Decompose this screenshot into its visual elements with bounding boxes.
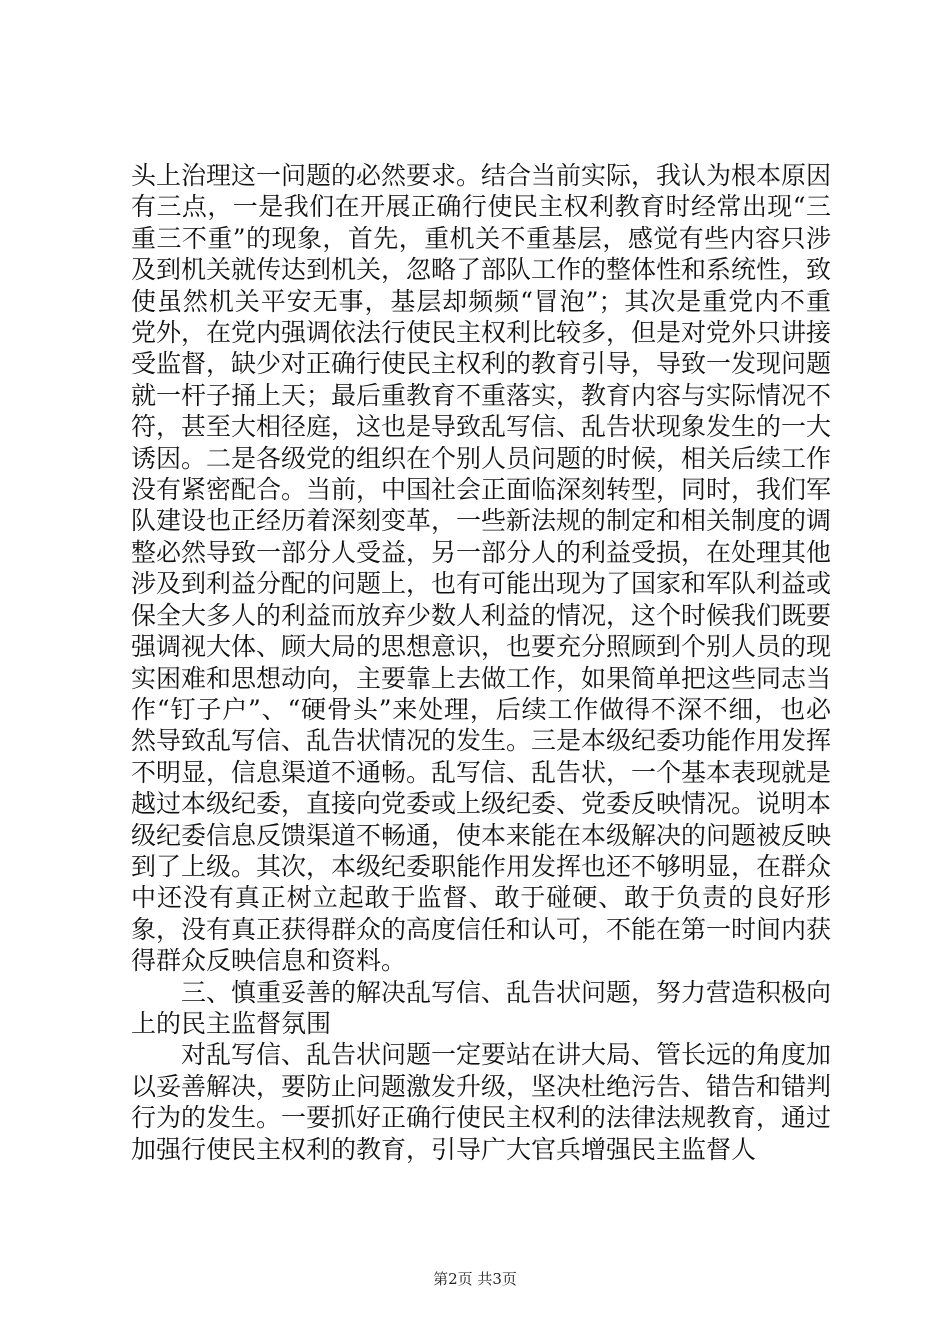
paragraph-continuation: 头上治理这一问题的必然要求。结合当前实际，我认为根本原因有三点，一是我们在开展正确行使民主权利教育时经常出现“三重三不重”的现象，首先，重机关不重基层，感觉有些内容只涉及到机关就传达到机关，忽略了部队工作的整体性和系统性，致使虽然机关平安无事，基层却频频“冒泡”；其次是重党内不重党外，在党内强调依法行使民主权利比较多，但是对党外只讲接受监督，缺少对正确行使民主权利的教育引导，导致一发现问题就一杆子捅上天；最后重教育不重落实，教育内容与实际情况不符，甚至大相径庭，这也是导致乱写信、乱告状现象发生的一大诱因。二是各级党的组织在个别人员问题的时候，相关后续工作没有紧密配合。当前，中国社会正面临深刻转型，同时，我们军队建设也正经历着深刻变革，一些新法规的制定和相关制度的调整必然导致一部分人受益，另一部分人的利益受损，在处理其他涉及到利益分配的问题上，也有可能出现为了国家和军队利益或保全大多人的利益而放弃少数人利益的情况，这个时候我们既要强调视大体、顾大局的思想意识，也要充分照顾到个别人员的现实困难和思想动向，主要靠上去做工作，如果简单把这些同志当作“钉子户”、“硬骨头”来处理，后续工作做得不深不细，也必然导致乱写信、乱告状情况的发生。三是本级纪委功能作用发挥不明显，信息渠道不通畅。乱写信、乱告状，一个基本表现就是越过本级纪委，直接向党委或上级纪委、党委反映情况。说明本级纪委信息反馈渠道不畅通，使本来能在本级解决的问题被反映到了上级。其次，本级纪委职能作用发挥也还不够明显，在群众中还没有真正树立起敢于监督、敢于碰硬、敢于负责的良好形象，没有真正获得群众的高度信任和认可，不能在第一时间内获得群众反映信息和资料。	[131, 161, 832, 976]
document-body	[131, 160, 831, 1165]
section-heading-3: 三、慎重妥善的解决乱写信、乱告状问题，努力营造积极向上的民主监督氛围	[131, 977, 832, 1038]
page-footer: 第2页 共3页	[433, 1270, 517, 1288]
paragraph-section-3-body: 对乱写信、乱告状问题一定要站在讲大局、管长远的角度加以妥善解决，要防止问题激发升级，坚决杜绝污告、错告和错判行为的发生。一要抓好正确行使民主权利的法律法规教育，通过加强行使民主权利的教育，引导广大官兵增强民主监督人	[131, 1040, 832, 1164]
